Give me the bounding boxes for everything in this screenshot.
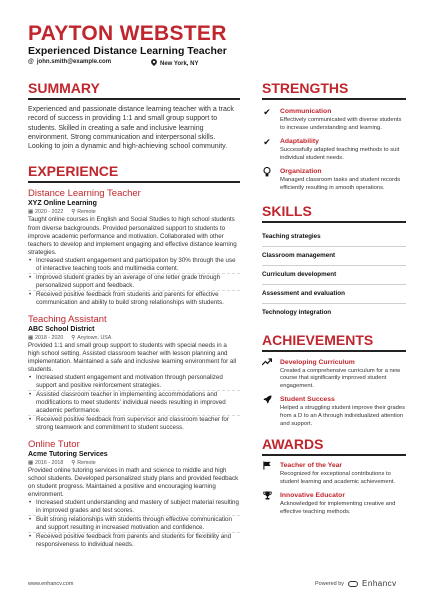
job-company: ABC School District: [28, 325, 95, 333]
list-item: • Improved student grades by an average of one letter grade through personalized support and feedback.: [28, 274, 240, 291]
job-title: Online Tutor: [28, 438, 80, 450]
job-dates: ▦ 2020 - 2022: [28, 209, 64, 216]
job-dates: ▦ 2018 - 2020: [28, 334, 64, 341]
calendar-icon: ▦: [28, 334, 34, 341]
award-item: [262, 491, 406, 516]
award-item: [262, 461, 406, 486]
list-item: • Received positive feedback from supervisor and classroom teacher for strong teamwork and commitment to student success.: [28, 416, 240, 432]
location-pin-icon: ⚲: [71, 459, 76, 466]
strength-title: Adaptability: [280, 138, 319, 146]
achievement-desc: Helped a struggling student improve their grades from a D to an A through individualized attention and support.: [280, 405, 406, 427]
awards-heading: AWARDS: [262, 436, 406, 456]
experience-heading: EXPERIENCE: [28, 163, 240, 183]
job-entry: [28, 188, 240, 307]
list-item: • Received positive feedback from parents and students for flexibility and responsiveness to individual needs.: [28, 533, 240, 549]
strengths-heading: STRENGTHS: [262, 80, 406, 100]
contact-email[interactable]: [28, 59, 111, 65]
candidate-name: PAYTON WEBSTER: [28, 22, 227, 45]
job-meta: [28, 459, 240, 467]
email-text: john.smith@example.com: [36, 59, 112, 65]
achievement-item: [262, 358, 406, 391]
strength-desc: Effectively communicated with diverse students to increase understanding and learning.: [280, 117, 402, 131]
skills-list: [262, 228, 406, 322]
job-description: Provided 1:1 and small group support to students with special needs in a high school setting. Assisted classroom teacher with lesson planning and implementation. Maintained a safe and inclusive learning environment for all students.: [28, 341, 237, 373]
job-location: ⚲ Anytown, USA: [71, 334, 112, 341]
brand-name: Enhancv: [362, 579, 397, 588]
achievement-title: Developing Curriculum: [280, 358, 355, 366]
skill-item: Teaching strategies: [262, 228, 406, 247]
location-pin-icon: ⚲: [71, 334, 76, 341]
at-icon: @: [28, 59, 34, 65]
achievement-item: [262, 395, 406, 428]
job-dates: ▦ 2016 - 2018: [28, 459, 64, 466]
skills-heading: SKILLS: [262, 203, 406, 223]
achievement-title: Student Success: [280, 396, 335, 404]
award-desc: Acknowledged for implementing creative and effective teaching methods.: [280, 501, 396, 515]
list-item: • Increased student understanding and mastery of subject material resulting in improved grades and test scores.: [28, 499, 240, 516]
skill-item: Curriculum development: [262, 266, 406, 285]
summary-heading: SUMMARY: [28, 80, 240, 100]
job-location: ⚲ Remote: [71, 459, 96, 466]
location-pin-icon: [151, 59, 157, 68]
achievement-desc: Created a comprehensive curriculum for a new course that significantly improved student engagement.: [280, 367, 401, 389]
check-icon: ✔: [263, 137, 271, 148]
right-column: [262, 80, 406, 522]
trend-up-icon: [262, 358, 272, 391]
skill-item: Technology integration: [262, 308, 332, 316]
strength-item: [262, 137, 406, 162]
strength-desc: Managed classroom tasks and student records efficiently resulting in smooth operations.: [280, 177, 401, 191]
enhancv-logo-icon: [348, 581, 358, 587]
location-text: New York, NY: [160, 60, 199, 67]
achievements-heading: ACHIEVEMENTS: [262, 332, 406, 352]
flag-icon: [262, 461, 272, 486]
list-item: • Increased student engagement and motivation through personalized support and positive reinforcement strategies.: [28, 374, 240, 391]
contact-location: [151, 59, 198, 68]
rocket-icon: [262, 395, 272, 428]
strength-title: Communication: [280, 108, 332, 115]
contact-line: [28, 59, 398, 69]
candidate-role: Experienced Distance Learning Teacher: [28, 45, 227, 57]
strength-title: Organization: [280, 168, 322, 176]
check-icon: ✔: [263, 107, 271, 117]
job-company: Acme Tutoring Services: [28, 450, 108, 458]
job-bullets: [28, 257, 240, 308]
location-pin-icon: ⚲: [71, 209, 76, 216]
award-title: Innovative Educator: [280, 492, 345, 500]
job-entry: [28, 314, 240, 433]
job-bullets: [28, 374, 240, 433]
job-title: Teaching Assistant: [28, 313, 107, 325]
list-item: • Increased student engagement and participation by 30% through the use of interactive teaching tools and multimedia content.: [28, 257, 240, 274]
left-column: [28, 80, 240, 549]
job-bullets: [28, 499, 240, 550]
lightbulb-icon: [262, 167, 272, 192]
strength-desc: Successfully adapted teaching methods to suit individual student needs.: [280, 147, 400, 161]
job-location: ⚲ Remote: [71, 209, 96, 216]
footer-powered-by: [315, 579, 397, 588]
list-item: • Assisted classroom teacher in implementing accommodations and modifications to meet students' individual needs resulting in improved academic performance.: [28, 391, 240, 416]
job-description: Provided online tutoring services in math and science to middle and high school students. Developed personalized study plans and provided feedback on student progress. Maintained a positive and encouraging learning environment.: [28, 466, 239, 498]
job-meta: [28, 334, 240, 342]
list-item: • Received positive feedback from students and parents for effective communication and ability to build strong relationships with students.: [28, 291, 240, 307]
list-item: • Built strong relationships with students through effective communication and support resulting in increased motivation and confidence.: [28, 516, 240, 533]
job-title: Distance Learning Teacher: [28, 188, 141, 200]
skill-item: Classroom management: [262, 247, 406, 266]
job-company: XYZ Online Learning: [28, 200, 97, 208]
calendar-icon: ▦: [28, 459, 34, 466]
powered-by-text: Powered by: [315, 580, 345, 587]
footer-website[interactable]: www.enhancv.com: [28, 581, 74, 587]
calendar-icon: ▦: [28, 209, 34, 216]
strength-item: [262, 107, 406, 132]
summary-text: Experienced and passionate distance learning teacher with a track record of success in providing 1:1 and small group support to students. Skilled in creating a safe and inclusive learning environment. Strong communication and interpersonal skills. Looking to join a dynamic and high-achieving school community.: [28, 106, 234, 151]
award-desc: Recognized for exceptional contributions to student learning and academic achievement.: [280, 471, 396, 485]
job-description: Taught online courses in English and Social Studies to high school students from diverse backgrounds. Provided personalized support to students to improve academic performance and motivation. Collaborated with other teachers to develop and implement engaging and effective distance learning strategies.: [28, 216, 237, 256]
job-meta: [28, 208, 240, 216]
trophy-icon: [262, 491, 272, 516]
job-entry: [28, 439, 240, 550]
award-title: Teacher of the Year: [280, 462, 343, 470]
skill-item: Assessment and evaluation: [262, 285, 406, 304]
strength-item: [262, 167, 406, 192]
